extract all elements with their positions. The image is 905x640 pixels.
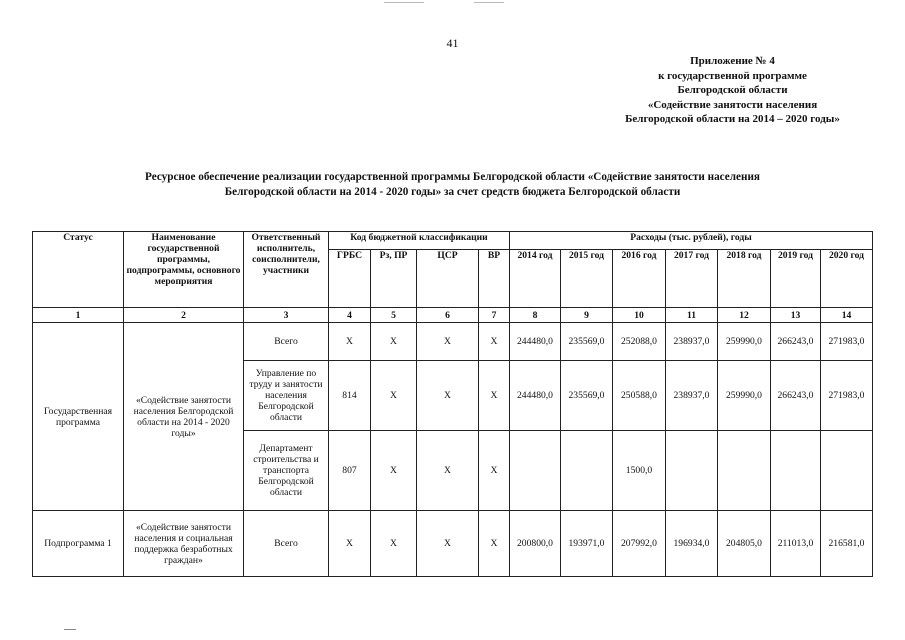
title-line: Белгородской области на 2014 - 2020 годы» за счет средств бюджета Белгородской области bbox=[224, 186, 681, 198]
code-cell: X bbox=[479, 361, 510, 431]
header-code-rzpr: Рз, ПР bbox=[371, 250, 417, 308]
value-cell bbox=[771, 431, 821, 511]
appendix-line: к государственной программе bbox=[658, 69, 807, 82]
page-number: 41 bbox=[446, 36, 459, 50]
value-cell: 266243,0 bbox=[771, 361, 821, 431]
value-cell: 193971,0 bbox=[561, 511, 613, 577]
appendix-line: Приложение № 4 bbox=[690, 55, 775, 67]
header-executor: Ответственный исполнитель, соисполнители, участники bbox=[244, 232, 329, 308]
value-cell: 1500,0 bbox=[613, 431, 666, 511]
value-cell: 211013,0 bbox=[771, 511, 821, 577]
value-cell: 204805,0 bbox=[718, 511, 771, 577]
code-cell: X bbox=[417, 361, 479, 431]
value-cell: 252088,0 bbox=[613, 323, 666, 361]
header-name: Наименование государственной программы, подпрограммы, основного мероприятия bbox=[124, 232, 244, 308]
header-status: Статус bbox=[33, 232, 124, 308]
value-cell: 244480,0 bbox=[510, 323, 561, 361]
column-number: 13 bbox=[771, 308, 821, 323]
column-number: 5 bbox=[371, 308, 417, 323]
value-cell: 216581,0 bbox=[821, 511, 873, 577]
program-status: Государственная программа bbox=[33, 323, 124, 511]
appendix-line: Белгородской области на 2014 – 2020 годы» bbox=[625, 113, 840, 126]
table-row bbox=[33, 511, 873, 577]
header-year: 2015 год bbox=[561, 250, 613, 308]
value-cell: 250588,0 bbox=[613, 361, 666, 431]
value-cell bbox=[510, 431, 561, 511]
header-code-csr: ЦСР bbox=[417, 250, 479, 308]
title-line: Ресурсное обеспечение реализации государственной программы Белгородской области «Содействие занятости населения bbox=[145, 171, 760, 183]
top-rule-right bbox=[474, 2, 504, 3]
value-cell: 207992,0 bbox=[613, 511, 666, 577]
scan-mark bbox=[64, 629, 76, 630]
appendix-line: «Содействие занятости населения bbox=[647, 98, 818, 111]
appendix-header bbox=[560, 54, 905, 127]
column-number: 3 bbox=[244, 308, 329, 323]
value-cell bbox=[821, 431, 873, 511]
value-cell bbox=[561, 431, 613, 511]
code-cell: X bbox=[417, 431, 479, 511]
code-cell: 807 bbox=[329, 431, 371, 511]
value-cell: 196934,0 bbox=[666, 511, 718, 577]
code-cell: X bbox=[371, 361, 417, 431]
column-number: 8 bbox=[510, 308, 561, 323]
column-number: 7 bbox=[479, 308, 510, 323]
value-cell: 235569,0 bbox=[561, 361, 613, 431]
value-cell bbox=[666, 431, 718, 511]
value-cell: 266243,0 bbox=[771, 323, 821, 361]
column-number: 12 bbox=[718, 308, 771, 323]
column-number: 10 bbox=[613, 308, 666, 323]
table-row bbox=[33, 323, 873, 361]
header-year: 2014 год bbox=[510, 250, 561, 308]
column-number: 4 bbox=[329, 308, 371, 323]
header-budget-code: Код бюджетной классификации bbox=[329, 232, 510, 250]
header-code-vr: ВР bbox=[479, 250, 510, 308]
code-cell: X bbox=[329, 511, 371, 577]
value-cell: 200800,0 bbox=[510, 511, 561, 577]
header-year: 2017 год bbox=[666, 250, 718, 308]
code-cell: X bbox=[371, 431, 417, 511]
header-expenses: Расходы (тыс. рублей), годы bbox=[510, 232, 873, 250]
value-cell: 244480,0 bbox=[510, 361, 561, 431]
column-number: 1 bbox=[33, 308, 124, 323]
resource-table bbox=[32, 231, 873, 577]
appendix-line: Белгородской области bbox=[677, 84, 788, 97]
value-cell: 238937,0 bbox=[666, 323, 718, 361]
value-cell: 259990,0 bbox=[718, 323, 771, 361]
value-cell: 235569,0 bbox=[561, 323, 613, 361]
column-number: 14 bbox=[821, 308, 873, 323]
value-cell: 259990,0 bbox=[718, 361, 771, 431]
subprogram-name: «Содействие занятости населения и социальная поддержка безработных граждан» bbox=[124, 511, 244, 577]
code-cell: X bbox=[329, 323, 371, 361]
header-code-grbs: ГРБС bbox=[329, 250, 371, 308]
top-rule-left bbox=[384, 2, 424, 3]
header-year: 2020 год bbox=[821, 250, 873, 308]
column-number: 11 bbox=[666, 308, 718, 323]
executor-cell: Всего bbox=[244, 323, 329, 361]
value-cell: 271983,0 bbox=[821, 361, 873, 431]
code-cell: X bbox=[371, 511, 417, 577]
executor-cell: Департамент строительства и транспорта Белгородской области bbox=[244, 431, 329, 511]
value-cell bbox=[718, 431, 771, 511]
value-cell: 271983,0 bbox=[821, 323, 873, 361]
header-year: 2019 год bbox=[771, 250, 821, 308]
code-cell: X bbox=[417, 511, 479, 577]
column-number: 6 bbox=[417, 308, 479, 323]
header-year: 2016 год bbox=[613, 250, 666, 308]
subprogram-status: Подпрограмма 1 bbox=[33, 511, 124, 577]
document-title bbox=[60, 170, 845, 200]
header-year: 2018 год bbox=[718, 250, 771, 308]
value-cell: 238937,0 bbox=[666, 361, 718, 431]
executor-cell: Всего bbox=[244, 511, 329, 577]
code-cell: 814 bbox=[329, 361, 371, 431]
code-cell: X bbox=[371, 323, 417, 361]
code-cell: X bbox=[479, 511, 510, 577]
column-number: 2 bbox=[124, 308, 244, 323]
program-name: «Содействие занятости населения Белгородской области на 2014 - 2020 годы» bbox=[124, 323, 244, 511]
column-number: 9 bbox=[561, 308, 613, 323]
executor-cell: Управление по труду и занятости населения Белгородской области bbox=[244, 361, 329, 431]
code-cell: X bbox=[417, 323, 479, 361]
code-cell: X bbox=[479, 431, 510, 511]
code-cell: X bbox=[479, 323, 510, 361]
